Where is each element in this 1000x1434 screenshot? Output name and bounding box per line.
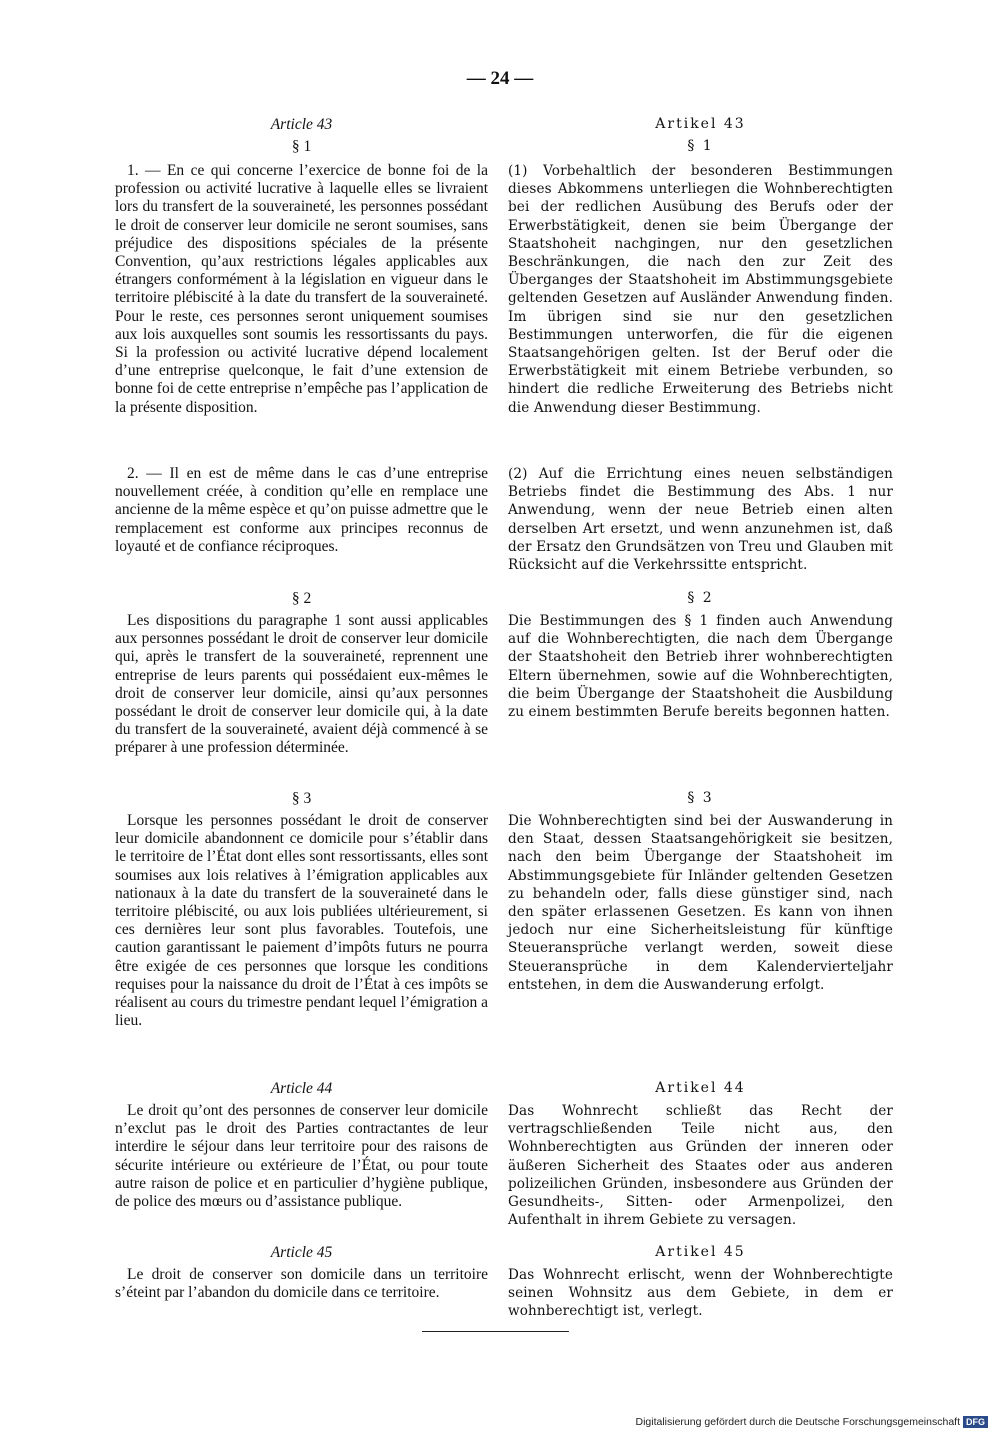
article-43-s1-para-1-de: (1) Vorbehaltlich der besonderen Bestimmungen dieses Abkommens unterliegen die Wohnberechtigten bei der redlichen Ausübung des Berufs oder der Erwerbstätigkeit, denen sie beim Übergange der Staatshoheit nachgingen, nur den gesetzlichen Beschränkungen, die nach den zur Zeit des Überganges der Staatshoheit im Abstimmungsgebiete geltenden Gesetzen auf Ausländer Anwendung finden. Im übrigen sind sie nur den gesetzlichen Bestimmungen unterworfen, die für die eigenen Staatsangehörigen gelten. Ist der Beruf oder die Erwerbstätigkeit mit einem Betriebe verbunden, so hindert die redliche Erweiterung des Betriebs nicht die Anwendung dieser Bestimmung. (508, 163, 893, 416)
closing-rule (422, 1331, 569, 1332)
section-1-heading-fr: § 1 (291, 138, 312, 155)
article-45-heading-fr: Article 45 (270, 1244, 333, 1261)
article-43-s1-para-1-fr: 1. — En ce qui concerne l’exercice de bonne foi de la profession ou activité lucrative à laquelle elles se livraient lors du transfert de la souveraineté, les personnes possédant le droit de conserver leur domicile ne seront soumises, sans préjudice des dispositions spéciales de la présente Convention, qu’aux restrictions légales applicables aux étrangers conformément à la législation en vigueur dans le territoire plébiscité à la date du transfert de la souveraineté. Pour le reste, ces personnes seront uniquement soumises aux lois auxquelles sont soumis les ressortissants du pays. Si la profession ou activité lucrative dépend localement d’une entreprise quelconque, le fait d’une extension de bonne foi de cette entreprise n’empêche pas l’application de la présente disposition. (115, 162, 488, 416)
article-43-s3-para-de: Die Wohnberechtigten sind bei der Auswanderung in den Staat, dessen Staatsangehörigkeit sie besitzen, nach den beim Übergange der Staatshoheit im Abstimmungsgebiete für Inländer geltenden Gesetzen zu behandeln oder, falls diese günstiger sind, nach den später erlassenen Gesetzen. Es kann von ihnen jedoch nur eine Sicherheitsleistung für künftige Steueransprüche verlangt werden, soweit diese Steueransprüche in dem Kalendervierteljahr entstehen, in dem die Auswanderung erfolgt. (508, 813, 893, 993)
digitization-footer (635, 1416, 988, 1428)
article-43-heading-de: Artikel 43 (655, 116, 746, 132)
article-43-s2-para-de: Die Bestimmungen des § 1 finden auch Anwendung auf die Wohnberechtigten, die nach dem Übergange der Staatshoheit den Betrieb ihrer wohnberechtigten Eltern übernehmen, sowie auf die Wohnberechtigten, die beim Übergange der Staatshoheit die Ausbildung zu einem bestimmten Berufe bereits begonnen hatten. (508, 613, 893, 721)
section-1-heading-de: § 1 (687, 138, 714, 154)
article-43-s2-para-fr: Les dispositions du paragraphe 1 sont aussi applicables aux personnes possédant le droit de conserver leur domicile qui, après le transfert de la souveraineté, reprennent une entreprise de leurs parents qui possédaient eux-mêmes le droit de conserver leur domicile, ainsi qu’aux personnes possédant le droit de conserver leur domicile qui, à la date du transfert de la souveraineté, avaient déjà commencé à se préparer à une profession déterminée. (115, 612, 488, 757)
article-43-heading-fr: Article 43 (270, 116, 333, 133)
article-43-s1-para-2-de: (2) Auf die Errichtung eines neuen selbständigen Betriebs findet die Bestimmung des Abs. 1 nur Anwendung, wenn der neue Betrieb einen alten derselben Art ersetzt, und wenn anzunehmen ist, daß der Ersatz den Grundsätzen von Treu und Glauben mit Rücksicht auf die Verkehrssitte entspricht. (508, 466, 893, 574)
article-44-para-de: Das Wohnrecht schließt das Recht der vertragschließenden Teile nicht aus, den Wohnberechtigten aus Gründen der inneren oder äußeren Sicherheit des Staates oder aus anderen polizeilichen Gründen, insbesondere aus Gründen der Gesundheits-, Sitten- oder Armenpolizei, den Aufenthalt in ihrem Gebiete zu versagen. (508, 1103, 893, 1229)
article-45-para-de: Das Wohnrecht erlischt, wenn der Wohnberechtigte seinen Wohnsitz aus dem Gebiete, in dem er wohnberechtigt ist, verlegt. (508, 1267, 893, 1320)
article-44-heading-fr: Article 44 (270, 1080, 333, 1097)
article-44-para-fr: Le droit qu’ont des personnes de conserver leur domicile n’exclut pas le droit des Parties contractantes de leur interdire le séjour dans leur territoire pour des raisons de sécurite intérieure ou extérieure de l’État, ou pour toute autre raison de police et en particulier d’hygiène publique, de police des mœurs ou d’assistance publique. (115, 1102, 488, 1211)
section-3-heading-de: § 3 (687, 790, 714, 806)
section-2-heading-de: § 2 (687, 590, 714, 606)
section-2-heading-fr: § 2 (291, 590, 312, 607)
footer-text: Digitalisierung gefördert durch die Deutsche Forschungsgemeinschaft (635, 1416, 960, 1428)
article-44-heading-de: Artikel 44 (655, 1080, 746, 1096)
article-45-para-fr: Le droit de conserver son domicile dans un territoire s’éteint par l’abandon du domicile dans ce territoire. (115, 1266, 488, 1302)
dfg-logo-icon: DFG (963, 1416, 988, 1428)
article-43-s1-para-2-fr: 2. — Il en est de même dans le cas d’une entreprise nouvellement créée, à condition qu’elle en remplace une ancienne de la même espèce et qu’on puisse admettre que le remplacement est conforme aux principes reconnus de loyauté et de confiance réciproques. (115, 465, 488, 555)
article-45-heading-de: Artikel 45 (655, 1244, 746, 1260)
section-3-heading-fr: § 3 (291, 790, 312, 807)
page-number: — 24 — (466, 68, 534, 89)
article-43-s3-para-fr: Lorsque les personnes possédant le droit de conserver leur domicile abandonnent ce domicile pour s’établir dans le territoire de l’État dont elles sont ressortissants, elles sont soumises aux lois relatives à l’émigration applicables aux nationaux à la date du transfert de la souveraineté dans le territoire plébiscité, ou aux lois publiées ultérieurement, si ces dernières leur sont plus favorables. Toutefois, une caution garantissant le paiement d’impôts futurs ne pourra être exigée de ces personnes que lorsque les conditions requises pour la naissance du droit de l’État à ces impôts se réalisent au cours du trimestre pendant lequel l’émigration a lieu. (115, 812, 488, 1030)
